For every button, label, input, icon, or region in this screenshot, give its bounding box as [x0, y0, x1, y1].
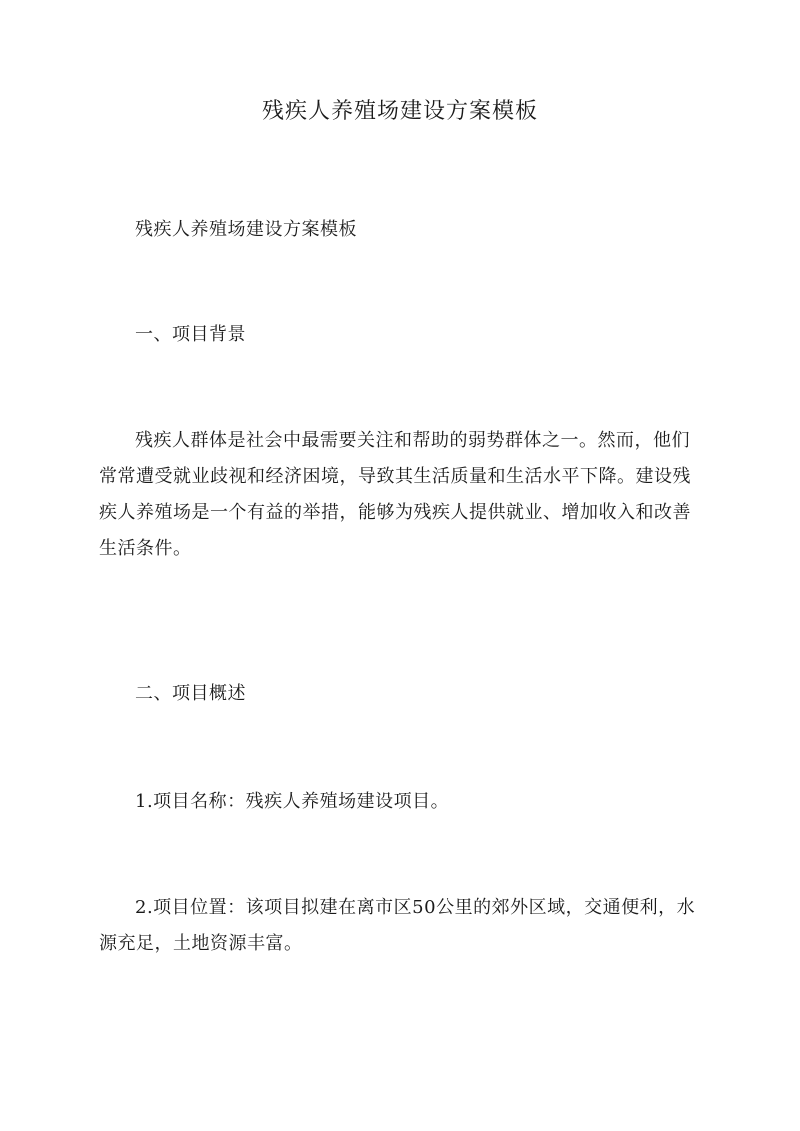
section-heading-background: 一、项目背景 — [135, 324, 246, 345]
background-paragraph: 残疾人群体是社会中最需要关注和帮助的弱势群体之一。然而，他们常常遭受就业歧视和经济困境，导致其生活质量和生活水平下降。建设残疾人养殖场是一个有益的举措，能够为残疾人提供就业、增加收入和改善生活条件。 — [99, 430, 691, 559]
overview-item-name: 1.项目名称：残疾人养殖场建设项目。 — [135, 791, 450, 812]
document-subtitle: 残疾人养殖场建设方案模板 — [135, 219, 357, 240]
document-title: 残疾人养殖场建设方案模板 — [261, 99, 538, 124]
section-heading-overview: 二、项目概述 — [135, 683, 246, 704]
overview-item-location: 2.项目位置：该项目拟建在离市区50公里的郊外区域，交通便利，水源充足，土地资源丰富。 — [99, 897, 696, 954]
